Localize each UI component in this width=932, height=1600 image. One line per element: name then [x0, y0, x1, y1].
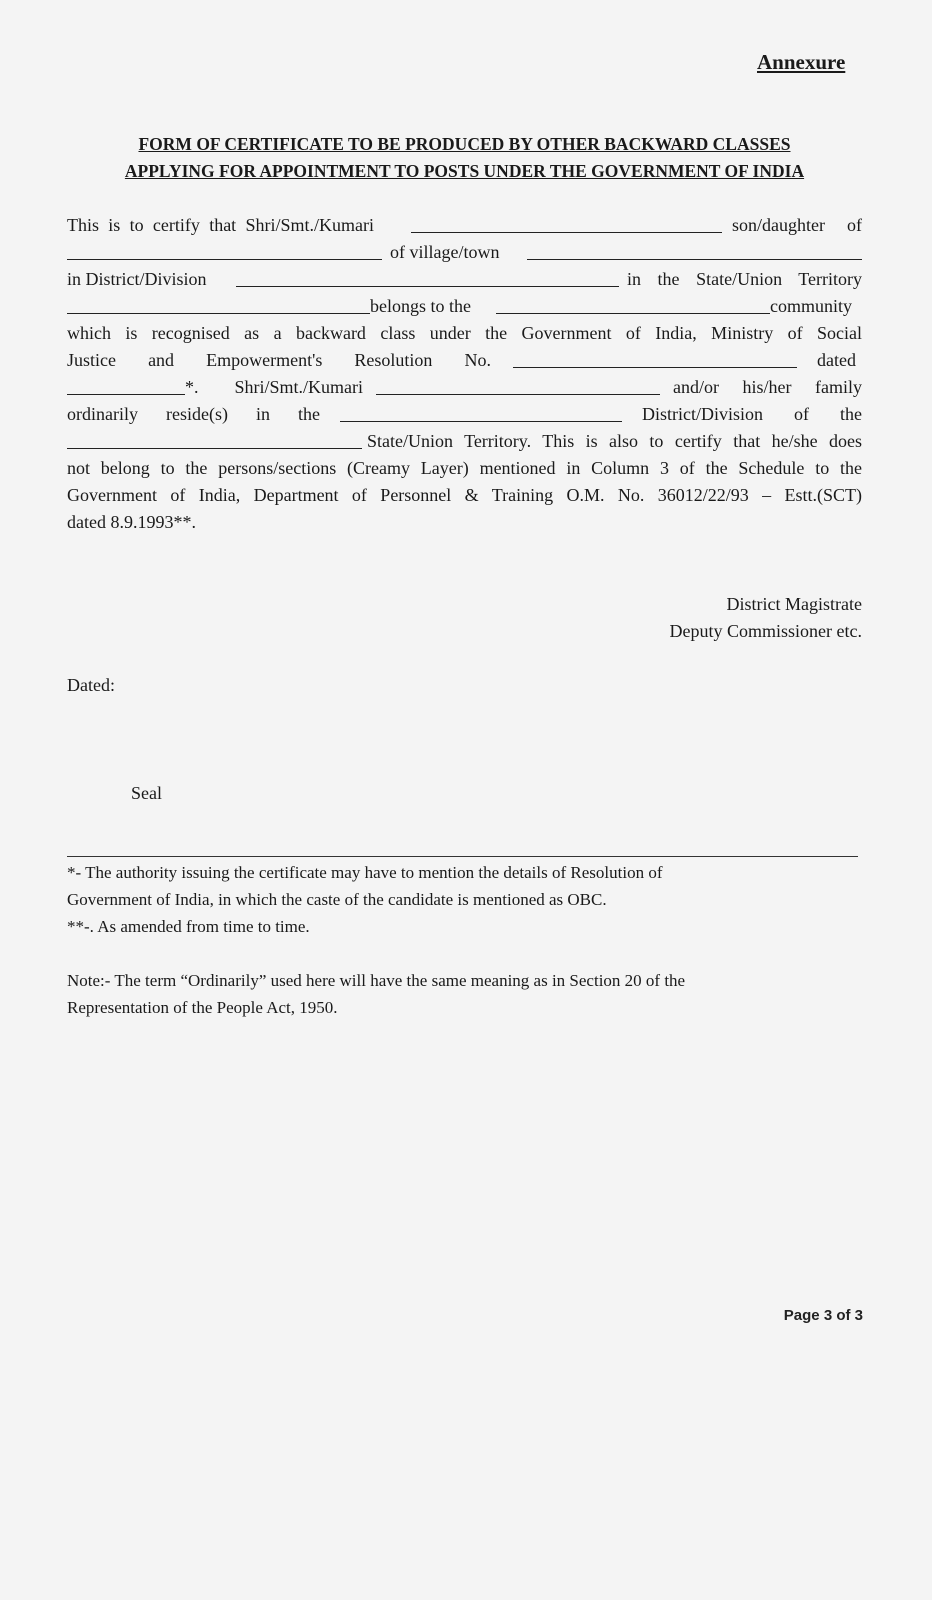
body-line [67, 403, 862, 425]
signatory-subtitle: Deputy Commissioner etc. [669, 621, 862, 641]
body-line [67, 241, 862, 263]
resolution-date-blank[interactable] [67, 394, 185, 395]
text: ordinarily reside(s) in the [67, 404, 320, 424]
district-blank[interactable] [236, 286, 619, 287]
text: of village/town [390, 242, 500, 262]
text: Government of India, Department of Personnel & Training O.M. No. 36012/22/93 – Estt.(SCT) [67, 485, 862, 505]
body-line [67, 322, 862, 344]
body-line [67, 349, 862, 371]
note-line: Note:- The term “Ordinarily” used here will have the same meaning as in Section 20 of the [67, 971, 686, 990]
text: dated 8.9.1993**. [67, 512, 196, 532]
page-total: 3 [854, 1307, 863, 1324]
text: which is recognised as a backward class under the Government of India, Ministry of Social [67, 323, 862, 343]
village-blank[interactable] [527, 259, 862, 260]
body-line [67, 511, 862, 533]
text: Justice and Empowerment's Resolution No. [67, 350, 491, 370]
seal-label: Seal [131, 783, 162, 803]
name-blank-2[interactable] [376, 394, 660, 395]
text: dated [817, 350, 856, 370]
body-line [67, 295, 862, 317]
name-blank[interactable] [411, 232, 722, 233]
footnote: Government of India, in which the caste of the candidate is mentioned as OBC. [67, 890, 607, 909]
heading-line-2: APPLYING FOR APPOINTMENT TO POSTS UNDER THE GOVERNMENT OF INDIA [124, 161, 805, 181]
page-number [784, 1307, 863, 1324]
footnote: **-. As amended from time to time. [67, 917, 310, 936]
text: not belong to the persons/sections (Creamy Layer) mentioned in Column 3 of the Schedule to the [67, 458, 862, 478]
body-line [67, 268, 862, 290]
footnote: *- The authority issuing the certificate may have to mention the details of Resolution of [67, 863, 663, 882]
state-blank[interactable] [67, 313, 370, 314]
footnote-divider [67, 856, 858, 857]
page-prefix: Page [783, 1307, 824, 1324]
text: *. Shri/Smt./Kumari [185, 377, 363, 397]
body-line [67, 376, 862, 398]
heading-line-1: FORM OF CERTIFICATE TO BE PRODUCED BY OTHER BACKWARD CLASSES [138, 134, 791, 154]
text: in District/Division [67, 269, 207, 289]
body-line [67, 430, 862, 452]
page-current: 3 [823, 1307, 833, 1324]
text: son/daughter of [732, 215, 862, 235]
signatory-title: District Magistrate [726, 594, 862, 614]
residence-district-blank[interactable] [340, 421, 622, 422]
text: This is to certify that Shri/Smt./Kumari [67, 215, 374, 235]
body-line [67, 457, 862, 479]
text: in the State/Union Territory [627, 269, 862, 289]
text: State/Union Territory. This is also to certify that he/she does [367, 431, 862, 451]
annexure-label: Annexure [757, 50, 846, 74]
text: belongs to the [370, 296, 471, 316]
page-of: of [832, 1307, 855, 1324]
note-line: Representation of the People Act, 1950. [67, 998, 338, 1017]
resolution-no-blank[interactable] [513, 367, 797, 368]
text: and/or his/her family [673, 377, 862, 397]
parent-name-blank[interactable] [67, 259, 382, 260]
community-blank[interactable] [496, 313, 770, 314]
text: community [770, 296, 852, 316]
residence-state-blank[interactable] [67, 448, 362, 449]
dated-label: Dated: [67, 675, 115, 695]
text: District/Division of the [642, 404, 862, 424]
body-line [67, 484, 862, 506]
body-line [67, 214, 862, 236]
